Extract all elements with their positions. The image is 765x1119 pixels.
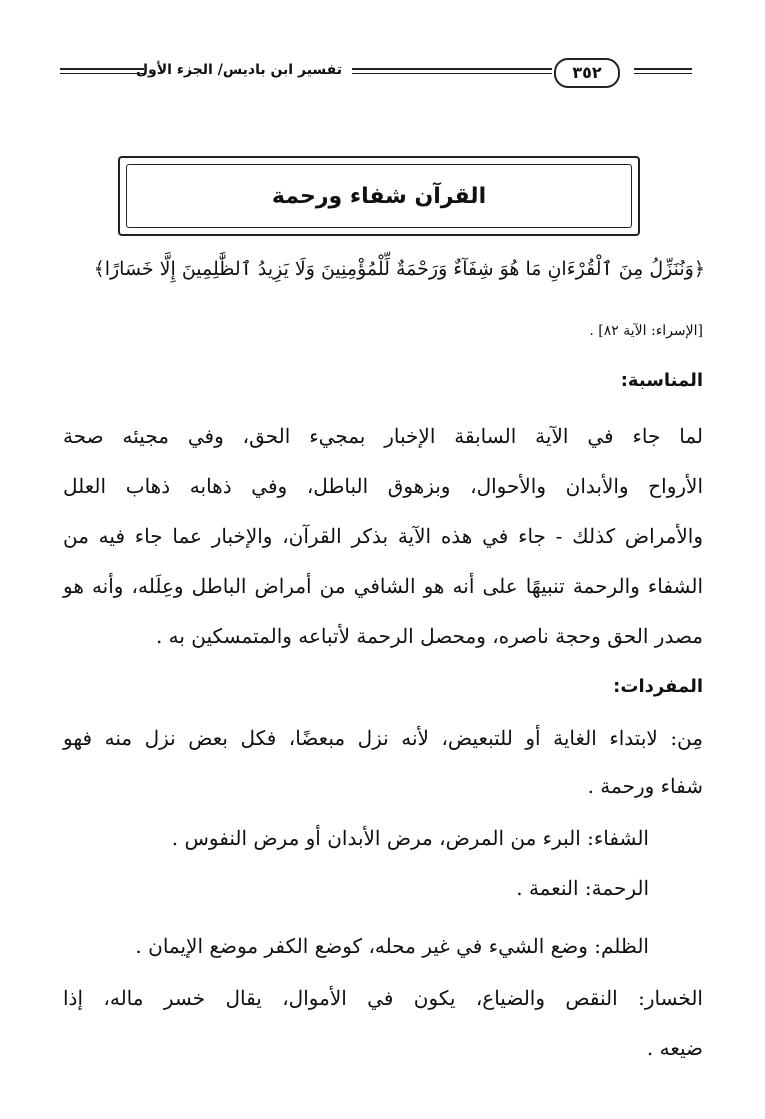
running-title: تفسير ابن باديس/ الجزء الأول (135, 62, 342, 78)
section-title-frame (118, 156, 640, 236)
section-title: القرآن شفاء ورحمة (271, 183, 487, 209)
section-title-inner-frame (126, 164, 632, 228)
definition-line: الظلم: وضع الشيء في غير محله، كوضع الكفر موضع الإيمان . (135, 934, 649, 958)
munasaba-heading: المناسبة: (620, 370, 703, 391)
page-header (60, 58, 692, 94)
header-rule (634, 68, 692, 74)
quran-verse: ﴿وَنُنَزِّلُ مِنَ ٱلْقُرْءَانِ مَا هُوَ شِفَآءٌ وَرَحْمَةٌ لِّلْمُؤْمِنِينَ وَلَا يَزِيدُ ٱلظَّٰلِمِينَ إِلَّا خَسَارًا﴾ (93, 258, 705, 280)
definition-line: مِن: لابتداء الغاية أو للتبعيض، لأنه نزل مبعضًا، فكل بعض نزل منه فهو (63, 726, 703, 750)
definition-line: الخسار: النقص والضياع، يكون في الأموال، يقال خسر ماله، إذا (63, 986, 703, 1010)
mufradat-heading: المفردات: (613, 676, 703, 697)
paragraph-line: مصدر الحق وحجة ناصره، ومحصل الرحمة لأتباعه والمتمسكين به . (155, 624, 703, 648)
paragraph-line: لما جاء في الآية السابقة الإخبار بمجيء الحق، وفي مجيئه صحة (63, 424, 703, 448)
definition-line: شفاء ورحمة . (587, 774, 703, 798)
page-number: ٣٥٢ (554, 58, 620, 88)
definition-line: الشفاء: البرء من المرض، مرض الأبدان أو مرض النفوس . (171, 826, 649, 850)
paragraph-line: والأمراض كذلك - جاء في هذه الآية بذكر القرآن، والإخبار عما جاء فيه من (63, 524, 703, 548)
paragraph-line: الأرواح والأبدان والأحوال، وبزهوق الباطل، وفي ذهابه ذهاب العلل (63, 474, 703, 498)
verse-reference: [الإسراء: الآية ٨٢] . (589, 323, 703, 339)
header-rule (352, 68, 552, 74)
definition-line: ضيعه . (646, 1036, 703, 1060)
header-rule (60, 68, 144, 74)
definition-line: الرحمة: النعمة . (516, 876, 649, 900)
paragraph-line: الشفاء والرحمة تنبيهًا على أنه هو الشافي من أمراض الباطل وعِلَله، وأنه هو (63, 574, 703, 598)
